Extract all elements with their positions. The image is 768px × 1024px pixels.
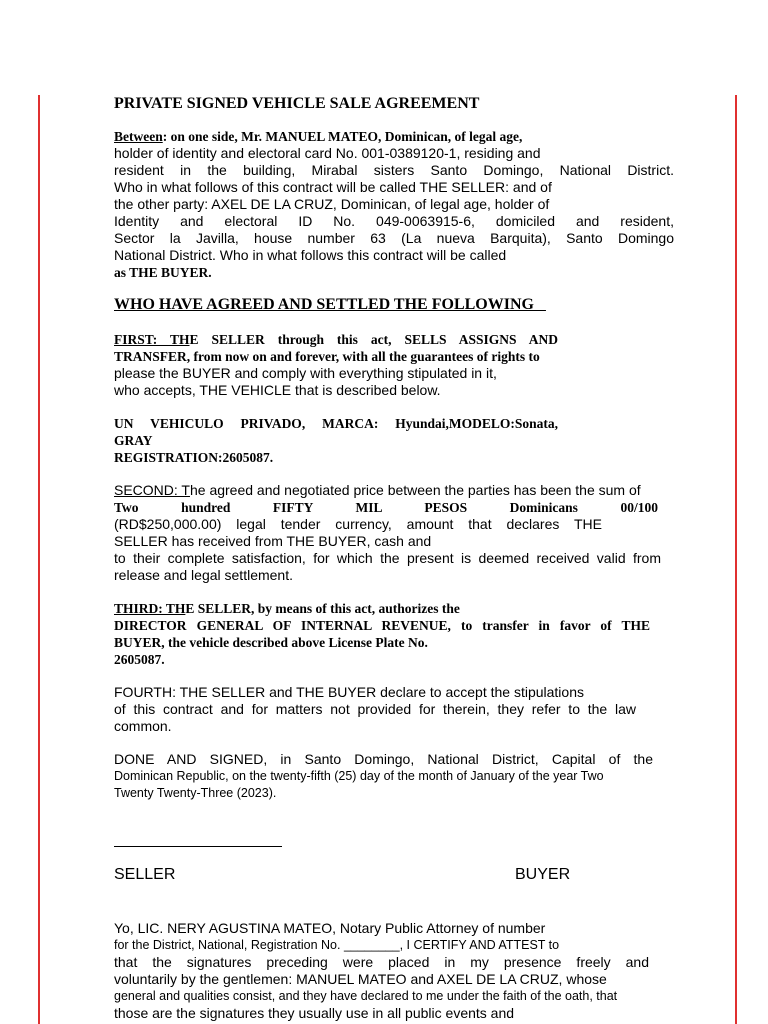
notary-line: that the signatures preceding were placed in my presence freely and: [114, 954, 649, 970]
third-label: THIRD: TH: [114, 601, 186, 616]
third-line: E SELLER, by means of this act, authorizes the: [185, 601, 460, 616]
left-margin-line: [38, 95, 40, 1024]
second-line: he agreed and negotiated price between the parties has been the sum of: [189, 482, 641, 498]
notary-line: for the District, National, Registration No. ________, I CERTIFY AND ATTEST to: [114, 938, 560, 952]
price-line: Two hundred FIFTY MIL PESOS Dominicans 00/100: [114, 500, 658, 515]
parties-paragraph: [114, 128, 674, 281]
second-line: release and legal settlement.: [114, 567, 293, 583]
parties-line: the other party: AXEL DE LA CRUZ, Dominican, of legal age, holder of: [114, 196, 550, 212]
third-line: DIRECTOR GENERAL OF INTERNAL REVENUE, to transfer in favor of THE: [114, 618, 650, 633]
parties-line: resident in the building, Mirabal sisters Santo Domingo, National District.: [114, 162, 674, 178]
document-page: [114, 94, 674, 802]
notary-certification: [114, 920, 649, 1022]
parties-line: holder of identity and electoral card No. 001-0389120-1, residing and: [114, 145, 541, 161]
right-margin-line: [735, 95, 737, 1024]
between-label: Between: [114, 129, 163, 144]
parties-line: Identity and electoral ID No. 049-0063915-6, domiciled and resident,: [114, 213, 674, 229]
second-label: SECOND: T: [114, 482, 190, 498]
parties-line: Sector la Javilla, house number 63 (La nueva Barquita), Santo Domingo: [114, 230, 674, 246]
parties-line: National District. Who in what follows this contract will be called: [114, 247, 507, 263]
done-line: DONE AND SIGNED, in Santo Domingo, National District, Capital of the: [114, 751, 653, 767]
notary-line: those are the signatures they usually use in all public events and: [114, 1005, 515, 1021]
notary-line: Yo, LIC. NERY AGUSTINA MATEO, Notary Public Attorney of number: [114, 920, 546, 936]
second-line: SELLER has received from THE BUYER, cash and: [114, 533, 432, 549]
done-line: Dominican Republic, on the twenty-fifth (25) day of the month of January of the year Two: [114, 769, 604, 783]
seller-signature-label: SELLER: [114, 866, 176, 883]
agreed-heading: WHO HAVE AGREED AND SETTLED THE FOLLOWING: [114, 296, 546, 313]
vehicle-line: UN VEHICULO PRIVADO, MARCA: Hyundai,MODELO:Sonata,: [114, 416, 558, 431]
document-title: PRIVATE SIGNED VEHICLE SALE AGREEMENT: [114, 95, 480, 112]
first-clause: [114, 331, 674, 399]
third-line: BUYER, the vehicle described above License Plate No.: [114, 635, 428, 650]
second-line: to their complete satisfaction, for which the present is deemed received valid from: [114, 550, 661, 566]
first-line: TRANSFER, from now on and forever, with all the guarantees of rights to: [114, 349, 540, 364]
done-line: Twenty Twenty-Three (2023).: [114, 786, 277, 800]
first-line: E SELLER through this act, SELLS ASSIGNS AND: [189, 332, 558, 347]
notary-line: voluntarily by the gentlemen: MANUEL MATEO and AXEL DE LA CRUZ, whose: [114, 971, 607, 987]
fourth-line: common.: [114, 718, 172, 734]
vehicle-description: [114, 415, 674, 466]
vehicle-line: GRAY: [114, 433, 153, 448]
fourth-line: FOURTH: THE SELLER and THE BUYER declare to accept the stipulations: [114, 684, 584, 700]
second-clause: [114, 482, 674, 584]
third-clause: [114, 600, 674, 668]
parties-line: Who in what follows of this contract will be called THE SELLER: and of: [114, 179, 552, 195]
parties-line: : on one side, Mr. MANUEL MATEO, Dominican, of legal age,: [162, 129, 523, 144]
notary-line: general and qualities consist, and they have declared to me under the faith of the oath, that: [114, 989, 618, 1003]
parties-line: as: [114, 265, 130, 280]
buyer-signature-label: BUYER: [515, 866, 571, 883]
second-line: (RD$250,000.00) legal tender currency, amount that declares THE: [114, 516, 602, 532]
signature-line: [114, 846, 282, 847]
third-plate: 2605087.: [114, 652, 165, 667]
fourth-clause: [114, 684, 674, 735]
buyer-designation: THE BUYER.: [129, 265, 212, 280]
first-line: who accepts, THE VEHICLE that is described below.: [114, 382, 441, 398]
first-line: please the BUYER and comply with everything stipulated in it,: [114, 365, 497, 381]
fourth-line: of this contract and for matters not provided for therein, they refer to the law: [114, 701, 636, 717]
first-label: FIRST: TH: [114, 332, 190, 347]
done-and-signed: [114, 751, 674, 802]
vehicle-registration: REGISTRATION:2605087.: [114, 450, 274, 465]
